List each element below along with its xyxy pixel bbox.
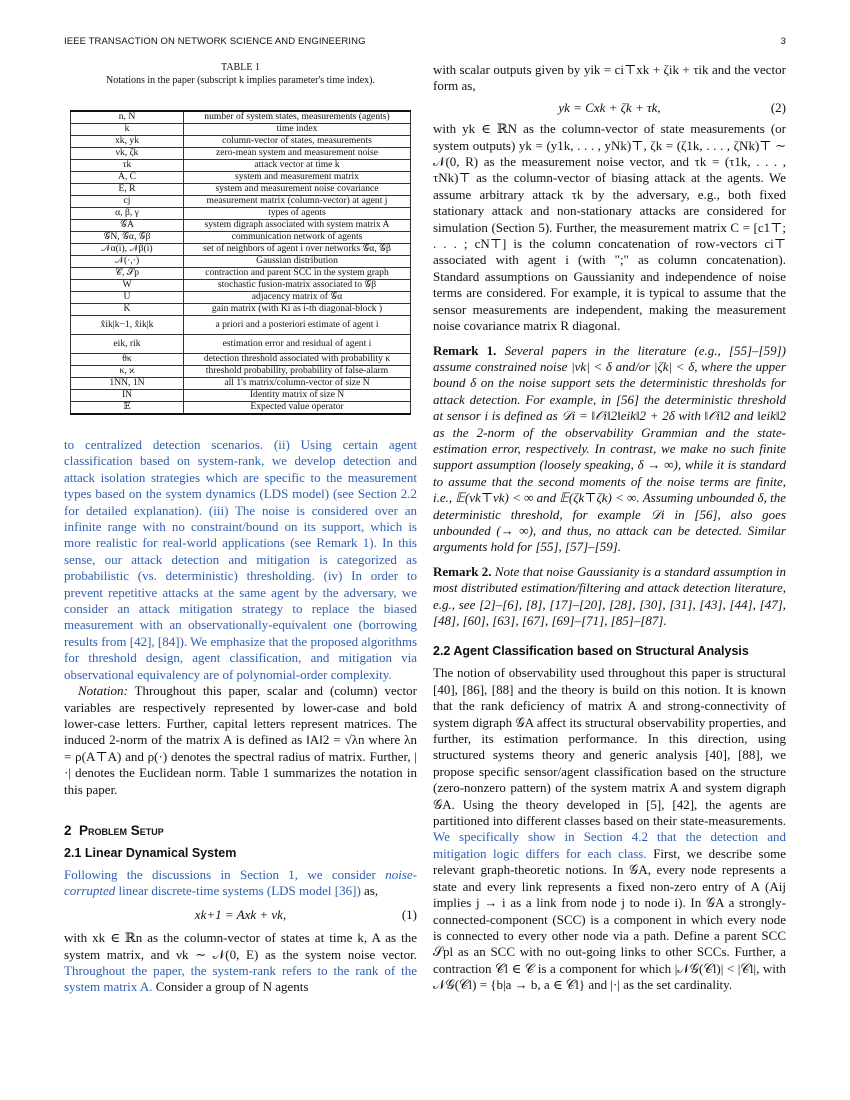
table-row [71,172,411,184]
table-description: Identity matrix of size N [184,390,411,402]
after-eq1-text: with xk ∈ ℝn as the column-vector of states at time k, A as the system matrix, and νk ∼ 𝒩(0, E) as the system noise vector. [64,930,417,962]
lds-text-blue-italic: noise-corrupted [64,866,417,899]
table-symbol: cj [71,196,184,208]
table-row [71,402,411,415]
notation-table-wrap [70,110,411,415]
table-symbol: E, R [71,184,184,196]
after-eq1-blue: Throughout the paper, the system-rank refers to the rank of the system matrix A. [64,962,417,995]
after-eq1-paragraph [64,930,417,996]
section-number: 2 [64,822,72,838]
remark-2-label: Remark 2. [433,563,492,579]
table-symbol: α, β, γ [71,208,184,220]
table-symbol: θκ [71,354,184,366]
table-row [71,160,411,172]
lds-paragraph [64,867,417,900]
remark-2 [433,564,786,630]
table-row [71,366,411,378]
section-heading [64,822,417,839]
table-row [71,148,411,160]
table-row [71,244,411,256]
measurement-paragraph: with yk ∈ ℝN as the column-vector of state measurements (or system outputs) yk = (y1k, . . . , yNk)⊤, ζk = (ζ1k, . . . , ζNk)⊤ ∼ 𝒩(0, R) as the measurement noise vector, and τk = (τ1k, . . . , τNk)⊤ as the column-vector of biasing attack at the agents. We assume arbitrary attack τk by the adversary, e.g., both fixed stationary attack and non-stationary attacks are considered for simulation (Section 5). Further, the measurement matrix C = [c1⊤; . . . ; cN⊤] is the column concatenation of row-vectors ci⊤ associated with agent i (with ";" as column concatenation). Standard assumptions on Gaussianity and independence of noise terms are considered. For example, it is typical to assume that the sensor measurements are independent, making the measurement noise covariance matrix R diagonal. [433,121,786,334]
notation-table [70,110,411,415]
table-symbol: IN [71,390,184,402]
table-description: gain matrix (with Ki as i-th diagonal-block ) [184,304,411,316]
left-column [64,62,417,996]
table-row [71,124,411,136]
table-row [71,316,411,335]
journal-title: IEEE TRANSACTION ON NETWORK SCIENCE AND ENGINEERING [64,36,366,47]
table-label: TABLE 1 [221,62,260,73]
outputs-paragraph: with scalar outputs given by yik = ci⊤xk + ζik + τik and the vector form as, [433,62,786,94]
table-symbol: A, C [71,172,184,184]
classification-blue: We specifically show in Section 4.2 that the detection and mitigation logic differs for each class. [433,829,786,861]
page-number: 3 [780,36,786,47]
table-description: threshold probability, probability of false-alarm [184,366,411,378]
table-description: measurement matrix (column-vector) at agent j [184,196,411,208]
table-description: system digraph associated with system matrix A [184,220,411,232]
remark-1-label: Remark 1. [433,342,497,358]
remark-2-text: Note that noise Gaussianity is a standard assumption in most distributed estimation/filtering and attack detection literature, e.g., see [2]–[6], [8], [17]–[20], [28], [30], [31], [43], [44], [47], [48], [60], [63], [67], [69]–[71], [85]–[87]. [433,563,786,628]
table-description: detection threshold associated with probability κ [184,354,411,366]
table-symbol: K [71,304,184,316]
table-symbol: 𝔼 [71,402,184,415]
lds-text-blue-2: linear discrete-time systems (LDS model [36]) [115,883,361,899]
lds-text-blue: Following the discussions in Section 1, we consider [64,866,386,882]
table-description: set of neighbors of agent i over networks 𝒢α, 𝒢β [184,244,411,256]
classification-paragraph [433,665,786,993]
table-symbol: n, N [71,111,184,124]
table-symbol: 𝒩α(i), 𝒩β(i) [71,244,184,256]
table-symbol: U [71,292,184,304]
table-row [71,292,411,304]
table-symbol: k [71,124,184,136]
classification-text: The notion of observability used throughout this paper is structural [40], [86], [88] and the theory is build on this notion. It is known that the rank deficiency of matrix A and strong-connectivity of system digraph 𝒢A affect its structural observability properties, and further, its estimation performance. In this direction, using structured systems theory and generic analysis [40], [88], we propose specific sensor/agent classification based on the structure (zero-nonzero pattern) of the system matrix A and system digraph 𝒢A. Using the theory developed in [5], [42], the agents are partitioned into different classes based on their state-measurements. [433,665,786,829]
table-row [71,232,411,244]
right-column [433,62,786,994]
remark-1-text: Several papers in the literature (e.g., [55]–[59]) assume constrained noise |νk| < δ and/or |ζk| < δ, where the upper bound δ on the noise support sets the deterministic thresholds for attack detection. For example, in [56] the deterministic threshold at sensor i is defined as 𝒟i = ‖𝒪i‖2‖eik‖2 + 2δ with ‖𝒪i‖2 and ‖eik‖2 as the 2-norm of the observability Grammian and the state-estimation error, respectively. In contrast, we make no such finite support assumption (loosely speaking, δ → ∞), while it is standard to assume that the second moments of the noise terms are finite, i.e., 𝔼(νk⊤νk) < ∞ and 𝔼(ζk⊤ζk) < ∞. Assuming unbounded δ, the deterministic threshold, for example 𝒟i in [56], also goes unbounded (→ ∞), and thus, no attack can be detected. Similar arguments hold for [55], [57]–[59]. [433,342,786,555]
table-description: system and measurement matrix [184,172,411,184]
notation-text: Throughout this paper, scalar and (column) vector variables are respectively represented by lower-case and bold lower-case letters. Further, capital letters represent matrices. The induced 2-norm of the matrix A is defined as ‖A‖2 = √λn where λn = ρ(A⊤A) and ρ(·) denotes the spectral radius of matrix. Further, |·| denotes the Euclidean norm. Table 1 summarizes the notation in this paper. [64,683,417,797]
contributions-paragraph: to centralized detection scenarios. (ii) Using certain agent classification based on system-rank, we develop detection and attack isolation strategies which are specific to the measurement types based on the system dynamics (LDS model) (see Section 2.2 for detailed explanation). (iii) The noise is considered over an infinite range with no constraint/bound on its support, which is more realistic for real-world applications (see Remark 1). In this sense, our attack detection and mitigation is categorized as probabilistic (vs. deterministic) thresholding. (iv) In order to prevent repetitive attacks at the same agent by the adversary, we consider an attack mitigation strategy to replace the biased measurement with an observationally-equivalent one (borrowing results from [42], [84]). We emphasize that the proposed algorithms for threshold design, agent classification, and mitigation via observational equivalency are of polynomial-order complexity. [64,437,417,682]
table-description: number of system states, measurements (agents) [184,111,411,124]
table-symbol: W [71,280,184,292]
table-description: system and measurement noise covariance [184,184,411,196]
equation-2-number: (2) [770,99,786,115]
remark-1 [433,343,786,556]
table-description: adjacency matrix of 𝒢α [184,292,411,304]
table-symbol: 1NN, 1N [71,378,184,390]
table-row [71,390,411,402]
table-description: estimation error and residual of agent i [184,335,411,354]
notation-label: Notation: [78,683,128,699]
table-description: types of agents [184,208,411,220]
table-row [71,256,411,268]
table-description: column-vector of states, measurements [184,136,411,148]
table-row [71,196,411,208]
table-symbol: 𝒩(·,·) [71,256,184,268]
table-caption: Notations in the paper (subscript k implies parameter's time index). [106,74,375,86]
table-symbol: 𝒢N, 𝒢α, 𝒢β [71,232,184,244]
table-description: Expected value operator [184,402,411,415]
equation-2 [433,100,786,116]
table-description: time index [184,124,411,136]
table-symbol: 𝒞, 𝒮p [71,268,184,280]
page-header [64,36,786,50]
lds-text: as, [360,883,379,899]
notation-paragraph [64,683,417,798]
subsection-2-heading: 2.2 Agent Classification based on Structural Analysis [433,644,749,659]
table-description: all 1's matrix/column-vector of size N [184,378,411,390]
table-symbol: eik, rik [71,335,184,354]
table-row [71,304,411,316]
table-row [71,354,411,366]
section-title: Problem Setup [79,822,164,838]
table-symbol: x̂ik|k−1, x̂ik|k [71,316,184,335]
table-symbol: τk [71,160,184,172]
table-symbol: xk, yk [71,136,184,148]
table-row [71,268,411,280]
table-description: contraction and parent SCC in the system graph [184,268,411,280]
table-description: a priori and a posteriori estimate of agent i [184,316,411,335]
classification-text-2: First, we describe some relevant graph-theoretic notions. In 𝒢A, every node represents a state and every link represents a fixed non-zero entry of A (Aij implies j → i as a link from node j to node i). In 𝒢A a strongly-connected-component (SCC) is a component in which every node is connected to every other node via a path. Define a parent SCC 𝒮pl as an SCC with no out-going links to other SCCs. Further, a contraction 𝒞l ∈ 𝒞 is a component for which |𝒩𝒢(𝒞l)| < |𝒞l|, with 𝒩𝒢(𝒞l) = {b|a → b, a ∈ 𝒞l} and |·| as the set cardinality. [433,845,786,993]
table-row [71,220,411,232]
table-row [71,378,411,390]
equation-1-number: (1) [401,906,417,922]
table-description: communication network of agents [184,232,411,244]
table-description: stochastic fusion-matrix associated to 𝒢β [184,280,411,292]
table-symbol: νk, ζk [71,148,184,160]
table-row [71,184,411,196]
table-description: attack vector at time k [184,160,411,172]
table-symbol: 𝒢A [71,220,184,232]
table-description: zero-mean system and measurement noise [184,148,411,160]
table-description: Gaussian distribution [184,256,411,268]
equation-1-body: xk+1 = Axk + νk, [194,906,287,922]
table-row [71,111,411,124]
subsection-heading: 2.1 Linear Dynamical System [64,845,237,860]
table-row [71,136,411,148]
table-row [71,335,411,354]
equation-2-body: yk = Cxk + ζk + τk, [558,99,661,115]
after-eq1-text-2: Consider a group of N agents [152,979,309,995]
table-row [71,280,411,292]
table-symbol: κ, ϰ [71,366,184,378]
table-row [71,208,411,220]
equation-1 [64,907,417,923]
